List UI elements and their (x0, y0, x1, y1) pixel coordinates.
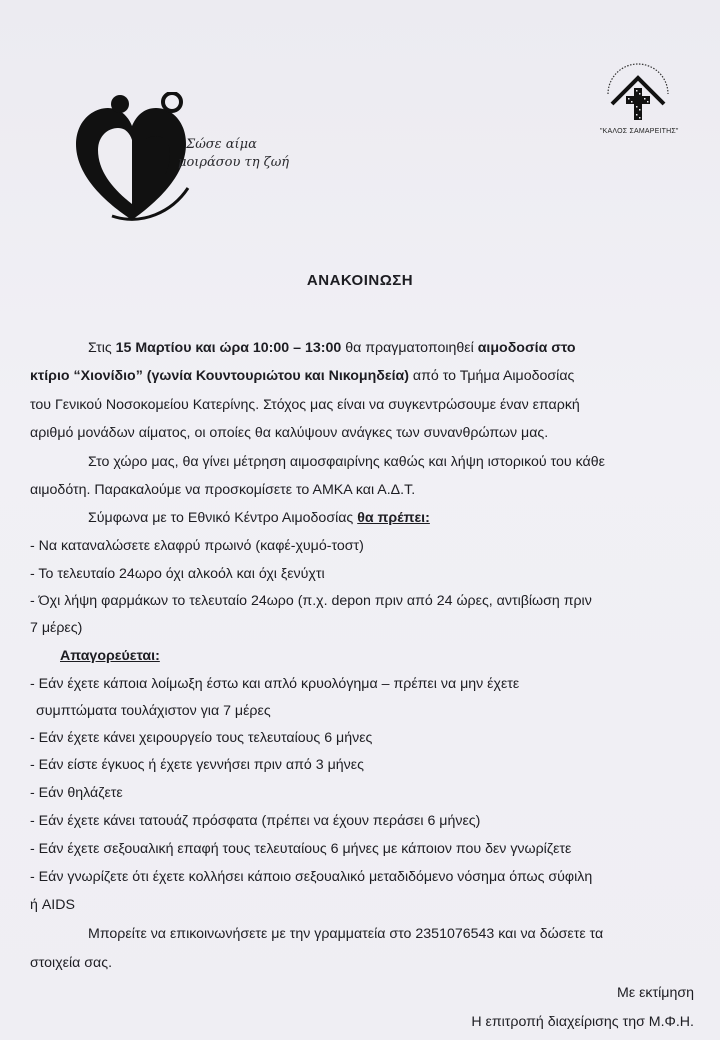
forbidden-heading: Απαγορεύεται: (60, 648, 160, 664)
forbidden-item: - Εάν γνωρίζετε ότι έχετε κολλήσει κάποιο σεξουαλικό μεταδιδόμενο νόσημα όπως σύφιλη (30, 869, 593, 885)
forbidden-item: - Εάν είστε έγκυος ή έχετε γεννήσει πριν από 3 μήνες (30, 757, 364, 773)
requirement-item: - Να καταναλώσετε ελαφρύ πρωινό (καφέ-χυμό-τοστ) (30, 538, 364, 554)
forbidden-item: - Εάν έχετε κάποια λοίμωξη έστω και απλό κρυολόγημα – πρέπει να μην έχετε (30, 676, 520, 692)
forbidden-item-continuation: ή AIDS (30, 897, 75, 913)
paragraph-2-line-1: Στο χώρο μας, θα γίνει μέτρηση αιμοσφαιρίνης καθώς και λήψη ιστορικού του κάθε (88, 454, 605, 470)
contact-line-2: στοιχεία σας. (30, 955, 113, 971)
paragraph-3-intro: Σύμφωνα με το Εθνικό Κέντρο Αιμοδοσίας θα πρέπει: (88, 510, 430, 526)
forbidden-item-continuation: συμπτώματα τουλάχιστον για 7 μέρες (36, 703, 271, 719)
requirement-item-continuation: 7 μέρες) (30, 620, 83, 636)
logo-slogan (178, 136, 290, 172)
paragraph-1-line-3: του Γενικού Νοσοκομείου Κατερίνης. Στόχος μας είναι να συγκεντρώσουμε έναν επαρκή (30, 397, 580, 413)
forbidden-item: - Εάν έχετε κάνει τατουάζ πρόσφατα (πρέπει να έχουν περάσει 6 μήνες) (30, 813, 481, 829)
requirement-item: - Όχι λήψη φαρμάκων το τελευταίο 24ωρο (π.χ. depon πριν από 24 ώρες, αντιβίωση πριν (30, 593, 592, 609)
requirement-item: - Το τελευταίο 24ωρο όχι αλκοόλ και όχι ξενύχτι (30, 566, 325, 582)
paragraph-1-line-4: αριθμό μονάδων αίματος, οι οποίες θα καλύψουν ανάγκες των συνανθρώπων μας. (30, 425, 549, 441)
forbidden-item: - Εάν θηλάζετε (30, 785, 123, 801)
slogan-line-1: Σώσε αίμα (186, 137, 257, 152)
location-text: κτίριο “Χιονίδιο” (γωνία Κουντουριώτου και Νικομηδεία) (30, 368, 409, 384)
must-text: θα πρέπει: (357, 510, 430, 526)
blood-donation-text: αιμοδοσία στο (477, 340, 576, 356)
slogan-line-2: μοιράσου τη ζωή (178, 155, 290, 170)
forbidden-item: - Εάν έχετε σεξουαλική επαφή τους τελευταίους 6 μήνες με κάποιον που δεν γνωρίζετε (30, 841, 572, 857)
samaritan-name: "ΚΑΛΟΣ ΣΑΜΑΡΕΙΤΗΣ" (600, 128, 679, 135)
closing-regards: Με εκτίμηση (617, 985, 694, 1001)
samaritan-logo (600, 60, 679, 140)
cross-house-logo-icon (600, 60, 676, 126)
date-time: 15 Μαρτίου και ώρα 10:00 – 13:00 (115, 340, 342, 356)
two-hearts-logo-icon (72, 92, 192, 227)
page-title: ΑΝΑΚΟΙΝΩΣΗ (306, 272, 414, 289)
closing-signature: Η επιτροπή διαχείρισης τησ Μ.Φ.Η. (471, 1014, 694, 1030)
forbidden-item: - Εάν έχετε κάνει χειρουργείο τους τελευταίους 6 μήνες (30, 730, 373, 746)
paragraph-1-line-1: Στις 15 Μαρτίου και ώρα 10:00 – 13:00 θα πραγματοποιηθεί αιμοδοσία στο (88, 340, 576, 356)
blood-donation-logo (72, 92, 312, 232)
contact-line-1: Μπορείτε να επικοινωνήσετε με την γραμματεία στο 2351076543 και να δώσετε τα (88, 926, 604, 942)
paragraph-1-line-2: κτίριο “Χιονίδιο” (γωνία Κουντουριώτου και Νικομηδεία) από το Τμήμα Αιμοδοσίας (30, 368, 575, 384)
paragraph-2-line-2: αιμοδότη. Παρακαλούμε να προσκομίσετε το ΑΜΚΑ και Α.Δ.Τ. (30, 482, 416, 498)
